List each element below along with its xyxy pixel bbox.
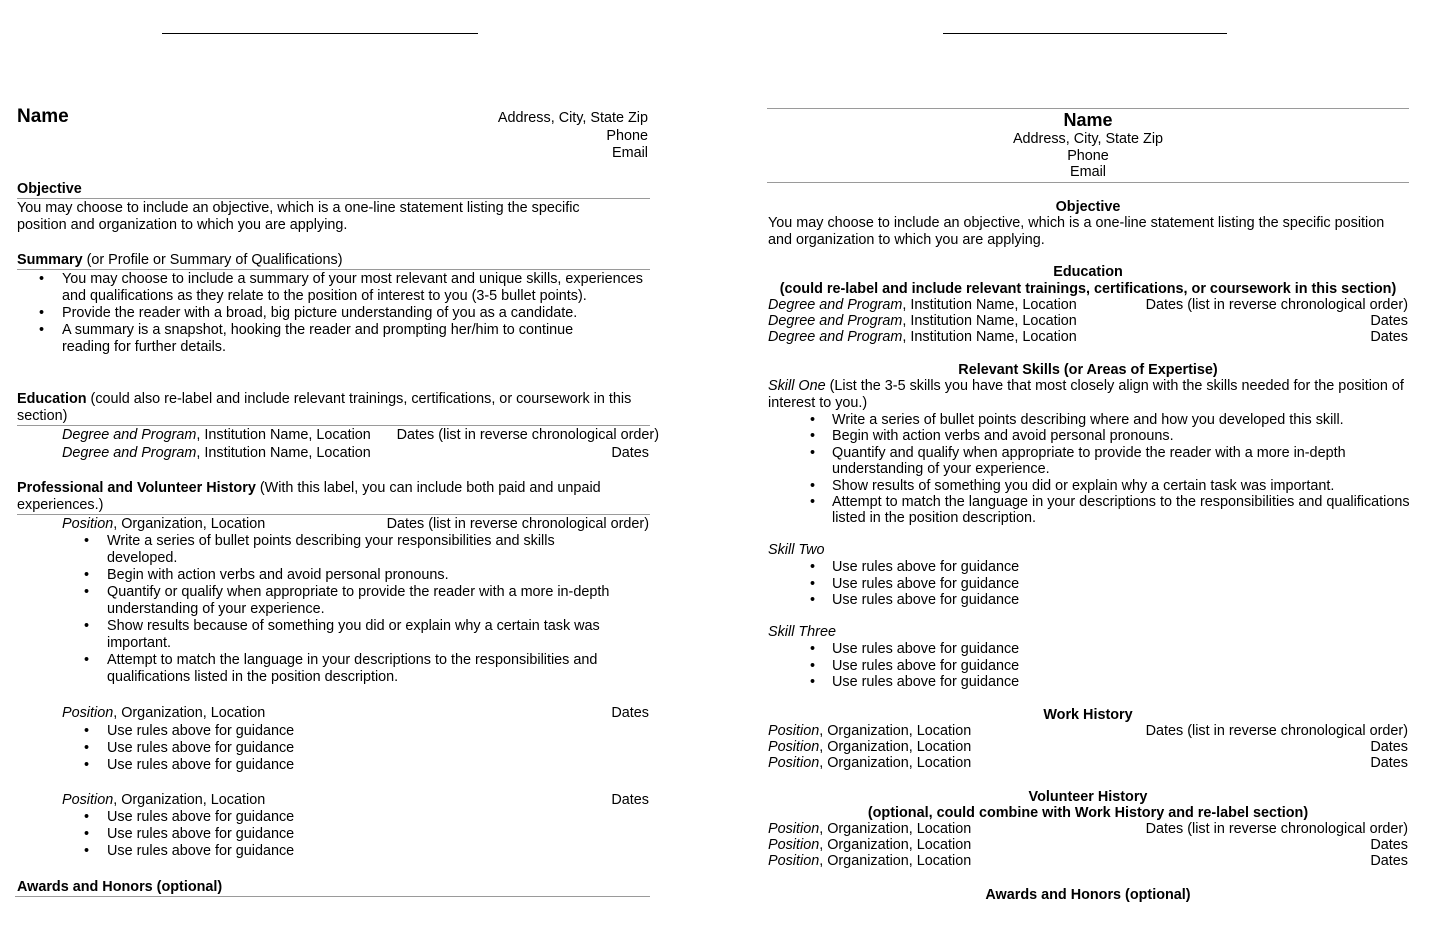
position-title: Position [768,755,820,771]
position-title: Position [768,821,820,837]
email: Email [612,145,648,161]
position-row [62,792,649,809]
list-item: • Write a series of bullet points describing your responsibilities and skills developed. [62,533,642,567]
top-signature-line [943,33,1227,34]
dates: Dates [611,705,649,721]
skill-one-text: (List the 3-5 skills you have that most closely align with the skills needed for the position of interest to you.) [768,378,1404,411]
skill-one-description [768,378,1410,412]
organization: , Organization, Location [819,755,972,771]
name-heading: Name [1063,110,1113,130]
objective-text: You may choose to include an objective, which is a one-line statement listing the specific position and organization to which you are applying. [768,215,1385,248]
dates: Dates [1370,739,1408,755]
education-subheading: (could re-label and include relevant trainings, certifications, or coursework in this section) [779,281,1397,297]
summary-heading-text: Summary [17,252,83,268]
name-heading: Name [17,106,69,127]
education-row [768,313,1408,330]
position-row [62,516,649,533]
position-title: Position [768,723,820,739]
work-row [768,755,1408,772]
address: Address, City, State Zip [497,110,648,126]
work-row [768,723,1408,740]
degree-program: Degree and Program [768,329,903,345]
list-item: • Use rules above for guidance [62,757,642,774]
skill-one-label: Skill One [768,378,826,394]
list-item: • Use rules above for guidance [768,658,1410,675]
work-heading: Work History [1043,707,1133,723]
dates: Dates (list in reverse chronological order) [1145,821,1408,837]
organization: , Organization, Location [819,723,972,739]
list-item: • Use rules above for guidance [768,641,1410,658]
dates: Dates (list in reverse chronological order) [1145,297,1408,313]
education-heading-text: Education [17,391,87,407]
volunteer-heading: Volunteer History [1028,789,1148,805]
history-heading-text: Professional and Volunteer History [17,480,256,496]
list-item: • Use rules above for guidance [768,674,1410,691]
degree-program: Degree and Program [62,445,197,461]
institution: , Institution Name, Location [902,313,1077,329]
list-item: • Show results because of something you did or explain why a certain task was important. [62,618,642,652]
institution: , Institution Name, Location [902,297,1077,313]
education-row [768,329,1408,346]
list-item: • Use rules above for guidance [768,576,1410,593]
volunteer-row [768,821,1408,838]
dates: Dates [1370,853,1408,869]
position-title: Position [62,516,114,532]
history-heading [17,480,650,515]
list-item: • Quantify and qualify when appropriate to provide the reader with a more in-depth understanding of your experience. [768,445,1410,478]
dates: Dates (list in reverse chronological order) [396,427,659,443]
position-title: Position [768,837,820,853]
history-subheading: (With this label, you can include both paid and unpaid experiences.) [17,480,601,513]
summary-heading [17,252,650,270]
degree-program: Degree and Program [768,313,903,329]
institution: , Institution Name, Location [902,329,1077,345]
list-item: • Provide the reader with a broad, big picture understanding of you as a candidate. [17,305,650,322]
skill-three-bullets [768,641,1410,691]
objective-heading [17,181,650,199]
list-item: • Write a series of bullet points describing where and how you developed this skill. [768,412,1410,428]
top-signature-line [162,33,478,34]
phone: Phone [606,128,648,144]
education-row [62,445,649,462]
skill-three-label: Skill Three [768,624,836,640]
volunteer-row [768,837,1408,854]
work-row [768,739,1408,756]
skill-two-bullets [768,559,1410,609]
position-title: Position [62,705,114,721]
list-item: • Use rules above for guidance [62,809,642,826]
dates: Dates (list in reverse chronological order) [386,516,649,532]
position-title: Position [768,853,820,869]
education-heading [17,391,650,426]
position-bullets [62,533,642,686]
dates: Dates [1370,329,1408,345]
organization: , Organization, Location [819,739,972,755]
phone: Phone [1067,148,1109,164]
summary-subheading: (or Profile or Summary of Qualifications) [82,252,343,268]
skill-one-bullets [768,412,1410,527]
position-title: Position [62,792,114,808]
skills-heading: Relevant Skills (or Areas of Expertise) [958,362,1218,378]
institution: , Institution Name, Location [196,445,371,461]
list-item: • You may choose to include a summary of your most relevant and unique skills, experiences and qualifications as they relate to the position of interest to you (3-5 bullet points). [17,271,650,305]
position-row [62,705,649,722]
dates: Dates [1370,755,1408,771]
position-title: Position [768,739,820,755]
dates: Dates [1370,837,1408,853]
list-item: • Use rules above for guidance [62,740,642,757]
dates: Dates [611,792,649,808]
institution: , Institution Name, Location [196,427,371,443]
organization: , Organization, Location [113,705,266,721]
objective-heading-text: Objective [17,181,82,197]
position-bullets [62,723,642,774]
summary-list [17,271,650,356]
dates: Dates [1370,313,1408,329]
header-bottom-rule [767,182,1409,183]
list-item: • Begin with action verbs and avoid personal pronouns. [62,567,642,584]
education-row [62,427,659,444]
organization: , Organization, Location [113,792,266,808]
list-item: • A summary is a snapshot, hooking the reader and prompting her/him to continue reading for further details. [17,322,650,356]
list-item: • Use rules above for guidance [62,723,642,740]
objective-text: You may choose to include an objective, which is a one-line statement listing the specific position and organization to which you are applying. [17,200,580,233]
awards-heading [15,879,650,897]
list-item: • Use rules above for guidance [768,559,1410,576]
volunteer-row [768,853,1408,870]
skill-two-label: Skill Two [768,542,825,558]
list-item: • Use rules above for guidance [62,843,642,860]
dates: Dates [611,445,649,461]
organization: , Organization, Location [113,516,266,532]
education-row [768,297,1408,314]
list-item: • Quantify or qualify when appropriate to provide the reader with a more in-depth understanding of your experience. [62,584,642,618]
degree-program: Degree and Program [62,427,197,443]
organization: , Organization, Location [819,853,972,869]
objective-heading: Objective [1055,199,1121,215]
awards-heading-text: Awards and Honors (optional) [17,879,223,895]
list-item: • Use rules above for guidance [62,826,642,843]
organization: , Organization, Location [819,837,972,853]
list-item: • Use rules above for guidance [768,592,1410,609]
organization: , Organization, Location [819,821,972,837]
list-item: • Begin with action verbs and avoid personal pronouns. [768,428,1410,444]
list-item: • Attempt to match the language in your descriptions to the responsibilities and qualifications listed in the position description. [768,494,1410,527]
degree-program: Degree and Program [768,297,903,313]
list-item: • Attempt to match the language in your descriptions to the responsibilities and qualifications listed in the position description. [62,652,642,686]
education-heading: Education [1053,264,1123,280]
email: Email [1070,164,1106,180]
address: Address, City, State Zip [1012,131,1164,147]
header-top-rule [767,108,1409,109]
list-item: • Show results of something you did or explain why a certain task was important. [768,478,1410,494]
awards-heading: Awards and Honors (optional) [985,887,1191,903]
volunteer-subheading: (optional, could combine with Work History and re-label section) [867,805,1309,821]
position-bullets [62,809,642,860]
education-subheading: (could also re-label and include relevant trainings, certifications, or coursework in this section) [17,391,632,424]
dates: Dates (list in reverse chronological order) [1145,723,1408,739]
